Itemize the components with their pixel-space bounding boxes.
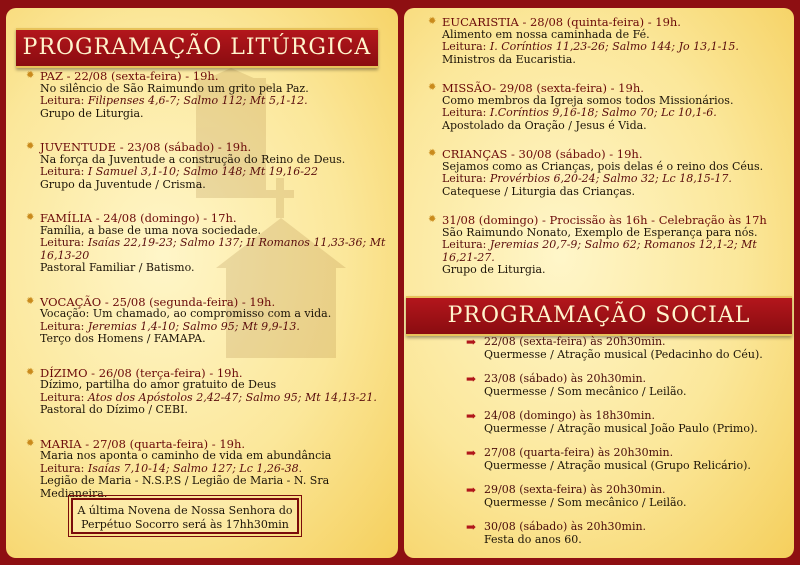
entry-reading: Leitura: I. Coríntios 11,23-26; Salmo 144; Jo 13,1-15. bbox=[442, 40, 739, 53]
liturgy-entry bbox=[428, 148, 788, 198]
liturgy-entry bbox=[428, 16, 788, 66]
social-item bbox=[466, 410, 786, 435]
entry-theme: Vocação: Um chamado, ao compromisso com a vida. bbox=[40, 307, 332, 320]
entry-theme: Dízimo, partilha do amor gratuito de Deus bbox=[40, 378, 277, 391]
social-what: Quermesse / Som mecânico / Leilão. bbox=[484, 384, 687, 398]
arrow-right-icon: ➡ bbox=[466, 409, 477, 423]
liturgy-entry bbox=[26, 296, 391, 346]
entry-reading: Leitura: I.Coríntios 9,16-18; Salmo 70; Lc 10,1-6. bbox=[442, 106, 717, 119]
right-panel bbox=[404, 8, 794, 558]
arrow-right-icon: ➡ bbox=[466, 483, 477, 497]
notice-line: Perpétuo Socorro será às 17hh30min bbox=[81, 518, 289, 531]
entry-reading: Leitura: Jeremias 20,7-9; Salmo 62; Romanos 12,1-2; Mt 16,21-27. bbox=[442, 238, 757, 264]
liturgy-entry bbox=[26, 438, 391, 501]
entry-title: ✹ MARIA - 27/08 (quarta-feira) - 19h. bbox=[26, 438, 391, 451]
entry-title: ✹ CRIANÇAS - 30/08 (sábado) - 19h. bbox=[428, 148, 788, 161]
entry-group: Pastoral do Dízimo / CEBI. bbox=[40, 403, 188, 416]
entry-theme: Família, a base de uma nova sociedade. bbox=[40, 223, 261, 237]
entry-title: ✹ MISSÃO- 29/08 (sexta-feira) - 19h. bbox=[428, 82, 788, 95]
social-when: 30/08 (sábado) às 20h30min. bbox=[484, 520, 647, 533]
entry-reading: Leitura: Provérbios 6,20-24; Salmo 32; Lc 18,15-17. bbox=[442, 172, 732, 185]
entry-group: Catequese / Liturgia das Crianças. bbox=[442, 184, 636, 198]
liturgy-entry bbox=[26, 70, 391, 120]
social-item bbox=[466, 373, 786, 398]
entry-title: ✹ VOCAÇÃO - 25/08 (segunda-feira) - 19h. bbox=[26, 296, 391, 309]
social-item bbox=[466, 447, 786, 472]
liturgy-entry bbox=[428, 214, 788, 277]
entry-reading: Leitura: Isaías 7,10-14; Salmo 127; Lc 1,26-38. bbox=[40, 461, 303, 475]
social-what: Quermesse / Atração musical João Paulo (Primo). bbox=[484, 421, 758, 435]
social-title: PROGRAMAÇÃO SOCIAL bbox=[447, 303, 751, 328]
novena-notice-box bbox=[71, 498, 299, 534]
entry-group: Grupo de Liturgia. bbox=[40, 106, 144, 120]
entry-title: ✹ 31/08 (domingo) - Procissão às 16h - Celebração às 17h bbox=[428, 214, 788, 227]
social-item bbox=[466, 484, 786, 509]
social-when: 27/08 (quarta-feira) às 20h30min. bbox=[484, 446, 674, 459]
entry-group: Terço dos Homens / FAMAPA. bbox=[40, 332, 206, 345]
social-when: 23/08 (sábado) às 20h30min. bbox=[484, 372, 647, 385]
arrow-right-icon: ➡ bbox=[466, 335, 477, 349]
social-title-banner bbox=[406, 296, 792, 336]
entry-reading: Leitura: Filipenses 4,6-7; Salmo 112; Mt 5,1-12. bbox=[40, 94, 308, 107]
liturgica-title-banner bbox=[16, 28, 378, 68]
entry-title: ✹ JUVENTUDE - 23/08 (sábado) - 19h. bbox=[26, 141, 391, 154]
liturgy-entry bbox=[428, 82, 788, 132]
social-when: 22/08 (sexta-feira) às 20h30min. bbox=[484, 335, 666, 348]
entry-theme: Maria nos aponta o caminho de vida em abundância bbox=[40, 449, 332, 462]
entry-reading: Leitura: Jeremias 1,4-10; Salmo 95; Mt 9,9-13. bbox=[40, 319, 300, 333]
social-what: Quermesse / Atração musical (Pedacinho do Céu). bbox=[484, 347, 763, 361]
entry-group: Legião de Maria - N.S.P.S / Legião de Maria - N. Sra Medianeira. bbox=[40, 474, 330, 500]
social-what: Quermesse / Atração musical (Grupo Relicário). bbox=[484, 458, 751, 472]
notice-line: A última Novena de Nossa Senhora do bbox=[77, 504, 293, 517]
entry-reading: Leitura: Atos dos Apóstolos 2,42-47; Salmo 95; Mt 14,13-21. bbox=[40, 390, 377, 404]
liturgy-entry bbox=[26, 141, 391, 191]
entry-title: ✹ DÍZIMO - 26/08 (terça-feira) - 19h. bbox=[26, 367, 391, 380]
entry-theme: Na força da Juventude a construção do Reino de Deus. bbox=[40, 152, 346, 166]
entry-theme: Como membros da Igreja somos todos Missionários. bbox=[442, 93, 734, 107]
arrow-right-icon: ➡ bbox=[466, 520, 477, 534]
entry-group: Ministros da Eucaristia. bbox=[442, 52, 576, 66]
entry-theme: No silêncio de São Raimundo um grito pela Paz. bbox=[40, 81, 309, 95]
entry-group: Apostolado da Oração / Jesus é Vida. bbox=[442, 118, 647, 132]
liturgy-entry bbox=[26, 212, 391, 275]
social-item bbox=[466, 521, 786, 546]
entry-reading: Leitura: Isaías 22,19-23; Salmo 137; II Romanos 11,33-36; Mt 16,13-20 bbox=[40, 236, 386, 262]
social-item bbox=[466, 336, 786, 361]
liturgica-title: PROGRAMAÇÃO LITÚRGICA bbox=[22, 35, 372, 60]
entry-theme: São Raimundo Nonato, Exemplo de Esperança para nós. bbox=[442, 225, 758, 239]
liturgy-entry bbox=[26, 367, 391, 417]
social-when: 24/08 (domingo) às 18h30min. bbox=[484, 409, 655, 422]
social-list bbox=[466, 336, 786, 558]
liturgica-entries bbox=[26, 70, 391, 521]
entry-title: ✹ FAMÍLIA - 24/08 (domingo) - 17h. bbox=[26, 212, 391, 225]
entry-theme: Sejamos como as Crianças, pois delas é o reino dos Céus. bbox=[442, 159, 764, 173]
arrow-right-icon: ➡ bbox=[466, 446, 477, 460]
social-what: Quermesse / Som mecânico / Leilão. bbox=[484, 495, 687, 509]
entry-theme: Alimento em nossa caminhada de Fé. bbox=[442, 27, 650, 41]
social-when: 29/08 (sexta-feira) às 20h30min. bbox=[484, 483, 666, 496]
left-panel bbox=[6, 8, 398, 558]
entry-title: ✹ PAZ - 22/08 (sexta-feira) - 19h. bbox=[26, 70, 391, 83]
liturgica-entries-continued bbox=[428, 16, 788, 293]
social-what: Festa do anos 60. bbox=[484, 532, 582, 546]
arrow-right-icon: ➡ bbox=[466, 372, 477, 386]
entry-title: ✹ EUCARISTIA - 28/08 (quinta-feira) - 19h. bbox=[428, 16, 788, 29]
entry-reading: Leitura: I Samuel 3,1-10; Salmo 148; Mt 19,16-22 bbox=[40, 165, 319, 178]
entry-group: Grupo da Juventude / Crisma. bbox=[40, 177, 206, 191]
entry-group: Pastoral Familiar / Batismo. bbox=[40, 261, 195, 274]
entry-group: Grupo de Liturgia. bbox=[442, 263, 546, 276]
